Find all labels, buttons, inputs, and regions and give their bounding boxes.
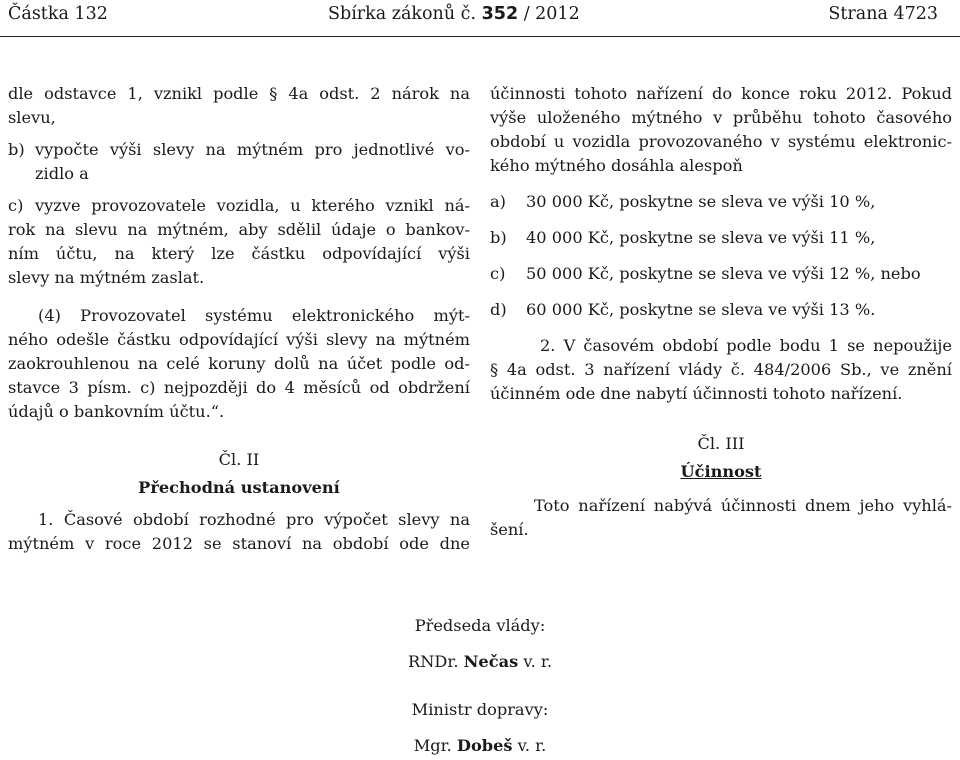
paragraph-line: Toto nařízení nabývá účinnosti dnem jeho vyhlá- xyxy=(534,496,952,515)
list-item-b xyxy=(8,138,470,186)
signature-pm xyxy=(0,650,960,674)
header-issue: Částka 132 xyxy=(8,4,108,24)
list-item-c xyxy=(8,194,470,290)
threshold-item-b xyxy=(490,226,952,250)
list-item-text: 50 000 Kč, poskytne se sleva ve výši 12 %, nebo xyxy=(526,264,921,283)
right-column xyxy=(490,82,952,542)
article-3-number: Čl. III xyxy=(697,434,745,453)
header-page-number: Strana 4723 xyxy=(828,4,938,24)
list-item-text: 60 000 Kč, poskytne se sleva ve výši 13 %. xyxy=(526,300,876,319)
paragraph-line: údajů o bankovním účtu.“. xyxy=(8,402,225,421)
list-item-line: zidlo a xyxy=(35,164,89,183)
signature-pm-suffix: v. r. xyxy=(523,652,552,671)
paragraph-line: mýtném v roce 2012 se stanoví na období ode dne xyxy=(8,534,470,553)
list-item-text: 30 000 Kč, poskytne se sleva ve výši 10 %, xyxy=(526,192,876,211)
signature-pm-name: Nečas xyxy=(463,652,519,671)
threshold-item-a xyxy=(490,190,952,214)
paragraph-line: kého mýtného dosáhla alespoň xyxy=(490,156,743,175)
signature-minister xyxy=(0,734,960,758)
paragraph-line: § 4a odst. 3 nařízení vlády č. 484/2006 Sb., ve znění xyxy=(490,360,952,379)
header-collection-prefix: Sbírka zákonů č. xyxy=(328,4,477,24)
article-3-title: Účinnost xyxy=(680,462,762,481)
paragraph-line: (4) Provozovatel systému elektronického mýt- xyxy=(38,306,470,325)
paragraph-line: 1. Časové období rozhodné pro výpočet slevy na xyxy=(38,510,470,529)
paragraph-line: stavce 3 písm. c) nejpozději do 4 měsíců od obdržení xyxy=(8,378,470,397)
signature-minister-title: Ministr dopravy: xyxy=(411,700,549,719)
list-item-label: a) xyxy=(490,192,506,211)
list-item-label: c) xyxy=(490,264,506,283)
article-2-title: Přechodná ustanovení xyxy=(138,478,340,497)
paragraph-line: výše uloženého mýtného v průběhu tohoto časového xyxy=(490,108,952,127)
signature-minister-name: Dobeš xyxy=(456,736,513,755)
paragraph-line: zaokrouhlenou na celé koruny dolů na účet podle od- xyxy=(8,354,470,373)
header-collection-number: 352 xyxy=(481,4,519,24)
continuation-paragraph xyxy=(490,82,952,178)
list-item-line: rok na slevu na mýtném, aby sdělil údaje o bankov- xyxy=(8,220,470,239)
paragraph-line: šení. xyxy=(490,520,529,539)
left-column xyxy=(8,82,470,556)
header-collection-year: / 2012 xyxy=(523,4,580,24)
paragraph-line: 2. V časovém období podle bodu 1 se nepoužije xyxy=(540,336,952,355)
transition-point-1 xyxy=(8,508,470,556)
list-item-text: 40 000 Kč, poskytne se sleva ve výši 11 %, xyxy=(526,228,876,247)
transition-point-2 xyxy=(490,334,952,406)
paragraph-line: ného odešle částku odpovídající výši slevy na mýtném xyxy=(8,330,470,349)
page-header xyxy=(0,0,960,37)
list-item-line: vyzve provozovatele vozidla, u kterého vznikl ná- xyxy=(35,196,470,215)
paragraph-4 xyxy=(8,304,470,424)
paragraph-line: účinném ode dne nabytí účinnosti tohoto nařízení. xyxy=(490,384,903,403)
threshold-item-c xyxy=(490,262,952,286)
header-collection xyxy=(328,4,580,24)
signature-pm-title: Předseda vlády: xyxy=(414,616,546,635)
signature-minister-prefix: Mgr. xyxy=(413,736,452,755)
list-item-line: ním účtu, na který lze částku odpovídající výši xyxy=(8,244,470,263)
list-item-label: d) xyxy=(490,300,507,319)
list-item-label: b) xyxy=(8,140,25,159)
threshold-item-d xyxy=(490,298,952,322)
paragraph-line: období u vozidla provozovaného v systému elektronic- xyxy=(490,132,952,151)
signature-pm-prefix: RNDr. xyxy=(408,652,459,671)
intro-line: dle odstavce 1, vznikl podle § 4a odst. 2 nárok na xyxy=(8,84,470,103)
list-item-line: vypočte výši slevy na mýtném pro jednotlivé vo- xyxy=(35,140,470,159)
list-item-line: slevy na mýtném zaslat. xyxy=(8,268,205,287)
signature-minister-suffix: v. r. xyxy=(517,736,547,755)
effect-paragraph xyxy=(490,494,952,542)
list-item-label: b) xyxy=(490,228,507,247)
article-2-number: Čl. II xyxy=(218,450,260,469)
list-item-label: c) xyxy=(8,196,24,215)
paragraph-line: účinnosti tohoto nařízení do konce roku 2012. Pokud xyxy=(490,84,952,103)
intro-line: slevu, xyxy=(8,108,56,127)
